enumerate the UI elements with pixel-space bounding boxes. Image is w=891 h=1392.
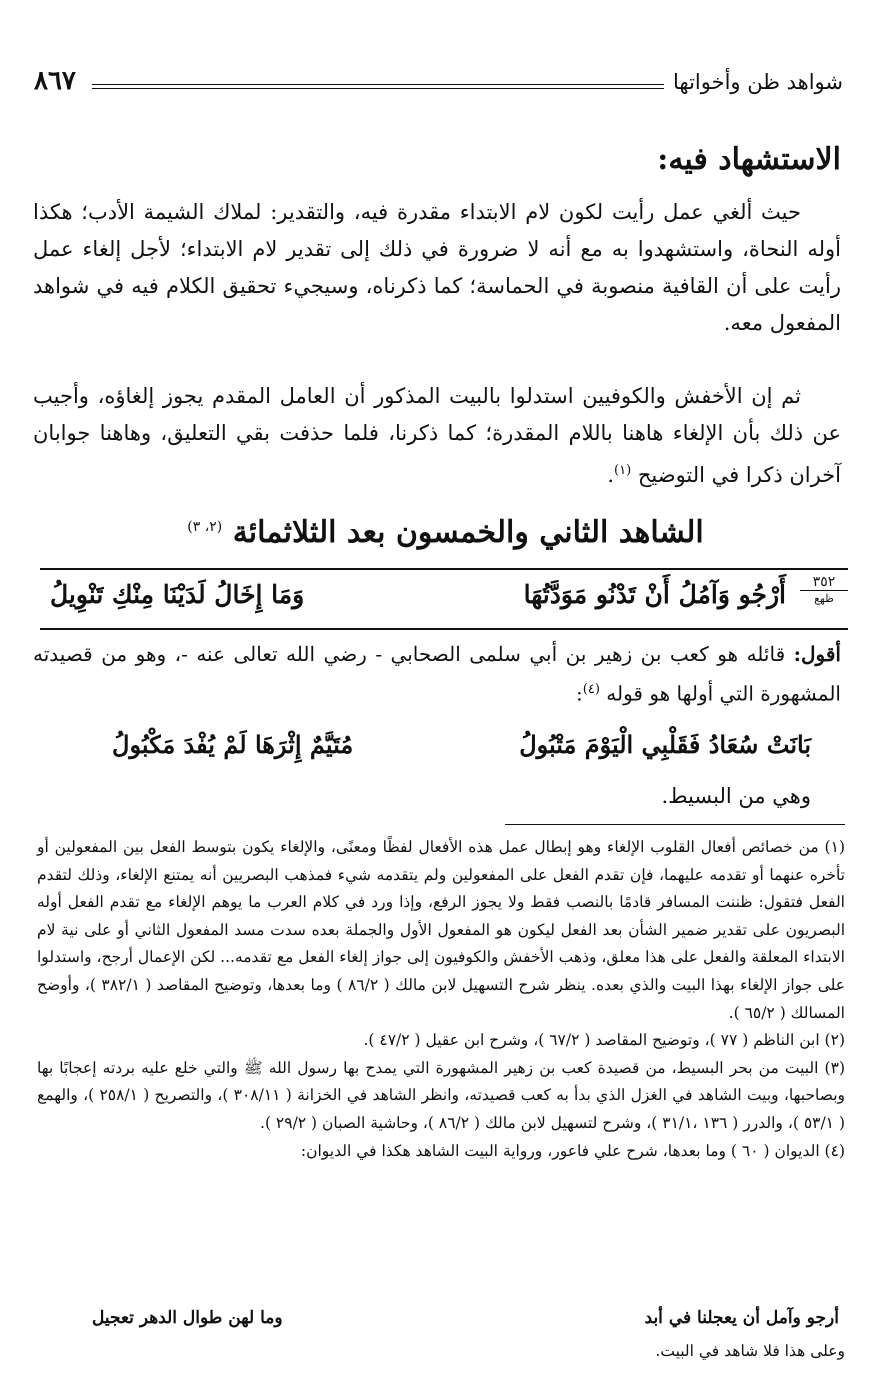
footnote-1: (١) من خصائص أفعال القلوب الإلغاء وهو إبطال عمل هذه الأفعال لفظًا ومعنًى، والإلغاء يكون بتوسط الفعل بين المفعولين أو تأخره عنهما أو تقدمه عليهما، فإن تقدم الفعل على المفعولين ولم يتقدمه شيء فمذهب البصريين أنه يمتنع الإلغاء، وذلك لتقدم الفعل فتقول: ظننت المسافر قادمًا بالنصب فقط ولا يجوز الرفع، وإذا ورد في كلام العرب ما يوهم الإلغاء مع تقدم الفعل أوله البصريون على تقدير ضمير الشأن بعد الفعل ليكون هو المفعول الأول والجملة بعده سدت مسد المفعول الثاني أو على نية لام الابتداء المعلقة والفعل على هذا معلق، وذهب الأخفش والكوفيون إلى جواز إلغاء الفعل مع تقدمه... لكن الإعمال أرجح، واستدلوا على جواز الإلغاء بهذا البيت والذي بعده. ينظر شرح التسهيل لابن مالك ( ٨٦/٢ ) وما بعدها، وتوضيح المقاصد ( ٣٨٢/١ )، وأوضح المسالك ( ٦٥/٢ ). bbox=[37, 838, 845, 1022]
footnote-3: (٣) البيت من بحر البسيط، من قصيدة كعب بن زهير المشهورة التي يمدح بها رسول الله ﷺ والتي خلع عليه بردته إعجابًا بها وبصاحبها، وبيت الشاهد في الغزل الذي بدأ به كعب قصيدته، وانظر الشاهد في الخزانة ( ٣٠٨/١١ )، والتصريح ( ٢٥٨/١ )، والهمع ( ٥٣/١ )، والدرر ( ١٣٦ ،٣١/١ )، وشرح لتسهيل لابن مالك ( ٨٦/٢ )، وحاشية الصبان ( ٢٩/٢ ). bbox=[37, 1058, 846, 1132]
commentary-end: : bbox=[576, 681, 583, 706]
footnote-verse-first: أرجو وآمل أن يعجلنا في أبد bbox=[644, 1308, 839, 1328]
running-title: شواهد ظن وأخواتها bbox=[673, 70, 843, 94]
commentary-text bbox=[33, 636, 841, 712]
opening-hemistich-first: بَانَتْ سُعَادُ فَقَلْبِي الْيَوْمَ مَتْبُولُ bbox=[519, 730, 811, 759]
footnote-conclusion: وعلى هذا فلا شاهد في البيت. bbox=[655, 1342, 845, 1360]
commentary bbox=[33, 636, 841, 712]
paragraph-text bbox=[33, 378, 841, 494]
verse-box bbox=[40, 568, 848, 630]
paragraph-text: حيث ألغي عمل رأيت لكون لام الابتداء مقدرة فيه، والتقدير: لملاك الشيمة الأدب؛ هكذا أوله النحاة، واستشهدوا به مع أنه لا ضرورة في ذلك إلى تقدير لام الابتداء؛ لأجل إلغاء عمل رأيت على أن القافية منصوبة في الحماسة؛ كما ذكرناه، وسيجيء تحقيق الكلام فيه في شواهد المفعول معه. bbox=[33, 200, 841, 335]
shahid-title bbox=[0, 515, 891, 550]
commentary-lead: أقول: bbox=[793, 642, 841, 666]
footnote-ref[interactable]: (٢، ٣) bbox=[187, 519, 223, 535]
header-rule bbox=[92, 84, 664, 89]
verse-number-value: ٣٥٢ bbox=[800, 574, 848, 591]
shahid-title-text: الشاهد الثاني والخمسون بعد الثلاثمائة bbox=[232, 515, 704, 550]
paragraph-istishhad bbox=[33, 194, 841, 342]
paragraph-akhfash bbox=[33, 378, 841, 494]
page-number: ٨٦٧ bbox=[34, 66, 76, 96]
section-heading: الاستشهاد فيه: bbox=[657, 142, 841, 177]
verse-hemistich-first: أَرْجُو وَآمُلُ أَنْ تَدْنُو مَوَدَّتُهَا bbox=[523, 580, 786, 609]
paragraph-end: . bbox=[607, 463, 615, 487]
verse-hemistich-second: وَمَا إِخَالُ لَدَيْنَا مِنْكِ تَنْوِيلُ bbox=[50, 580, 305, 609]
opening-hemistich-second: مُتَيَّمٌ إِثْرَهَا لَمْ يُفْدَ مَكْبُولُ bbox=[112, 730, 354, 759]
footnote-4: (٤) الديوان ( ٦٠ ) وما بعدها، شرح علي فاعور، ورواية البيت الشاهد هكذا في الديوان: bbox=[300, 1141, 845, 1160]
meter-note: وهي من البسيط. bbox=[661, 784, 811, 808]
verse-source: ظهع bbox=[814, 592, 834, 605]
paragraph-body: ثم إن الأخفش والكوفيين استدلوا بالبيت المذكور أن العامل المقدم يجوز إلغاؤه، وأجيب عن ذلك بأن الإلغاء هاهنا باللام المقدرة؛ كما ذكرنا، فلما حذفت بقي التعليق، وهاهنا جوابان آخران ذكرا في التوضيح bbox=[33, 384, 841, 487]
verse-number bbox=[800, 574, 848, 607]
footnote-separator bbox=[505, 824, 845, 825]
footnote-2: (٢) ابن الناظم ( ٧٧ )، وتوضيح المقاصد ( ٦٧/٢ )، وشرح ابن عقيل ( ٤٧/٢ ). bbox=[363, 1031, 845, 1050]
footnote-ref[interactable]: (٤) bbox=[582, 682, 600, 697]
commentary-body: قائله هو كعب بن زهير بن أبي سلمى الصحابي - رضي الله تعالى عنه -، وهو من قصيدته المشهورة التي أولها هو قوله bbox=[33, 642, 841, 706]
footnote-ref[interactable]: (١) bbox=[614, 463, 632, 478]
footnote-verse-second: وما لهن طوال الدهر تعجيل bbox=[92, 1308, 283, 1328]
footnotes bbox=[37, 834, 845, 1165]
